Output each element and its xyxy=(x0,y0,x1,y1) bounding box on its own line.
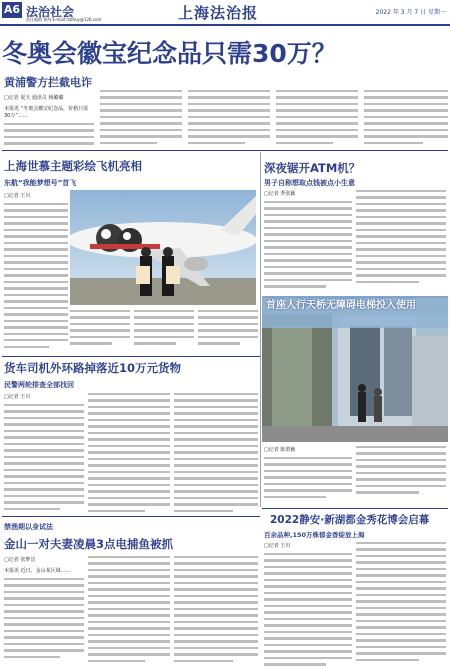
expo-title: 2022静安·新湖都金秀花博会启幕 xyxy=(270,514,430,526)
editor-info: 责任编辑 黄海 E-mail:fzbhuy@126.com xyxy=(26,17,102,22)
atm-column-1 xyxy=(264,190,352,290)
divider xyxy=(262,508,448,509)
airplane-photo xyxy=(70,190,256,305)
lead-column-2 xyxy=(100,90,182,146)
section-name: 法治社会 xyxy=(26,5,75,19)
plane-column-3 xyxy=(134,310,194,352)
truck-title: 货车司机外环路掉落近10万元货物 xyxy=(4,361,182,375)
truck-column-1 xyxy=(4,393,84,515)
truck-column-2 xyxy=(88,393,170,515)
masthead xyxy=(0,0,450,26)
divider xyxy=(2,516,260,517)
page-badge: A6 xyxy=(3,3,21,16)
atm-byline: □记者 季张颖 xyxy=(264,191,296,197)
expo-byline: □记者 王川 xyxy=(264,543,291,549)
lead-headline: 冬奥会徽宝纪念品只需30万？ xyxy=(2,39,337,68)
fish-kicker: 禁渔期以身试法 xyxy=(4,523,53,531)
fish-column-2 xyxy=(88,556,170,666)
fish-column-1 xyxy=(4,556,84,666)
fish-byline: □记者 张梦洁 xyxy=(4,557,36,563)
plane-title: 上海世慕主题彩绘飞机亮相 xyxy=(4,159,142,173)
elevator-photo xyxy=(262,296,448,442)
fish-paragraph-start: 本报讯 近日，金山某区域…… xyxy=(4,568,71,574)
divider xyxy=(2,356,260,357)
plane-column-4 xyxy=(198,310,258,352)
atm-title: 深夜锯开ATM机？ xyxy=(264,161,361,175)
plane-column-1 xyxy=(4,192,68,352)
fish-column-3 xyxy=(174,556,258,666)
lead-column-1 xyxy=(4,94,94,149)
dateline: 2022 年 3 月 7 日 星期一 xyxy=(375,9,446,16)
fish-title: 金山一对夫妻凌晨3点电捕鱼被抓 xyxy=(4,537,173,551)
plane-subtitle: 东航“我能梦想号”首飞 xyxy=(4,179,77,187)
lead-column-3 xyxy=(188,90,270,146)
elevator-byline: □记者 陈蕾颖 xyxy=(264,447,296,453)
elevator-column-2 xyxy=(356,446,446,504)
elevator-column-1 xyxy=(264,446,352,504)
lead-paragraph-start: 本报讯 “冬奥会徽宝纪念品，价格只需30万”…… xyxy=(4,106,89,119)
atm-subtitle: 男子自称想取点钱被点小生意 xyxy=(264,179,355,187)
paper-name: 上海法治报 xyxy=(178,4,259,22)
lead-column-4 xyxy=(276,90,358,146)
plane-column-2 xyxy=(70,310,130,352)
divider xyxy=(2,150,448,151)
atm-column-2 xyxy=(356,190,446,290)
column-divider xyxy=(260,152,261,507)
elevator-illustration xyxy=(262,296,448,442)
lead-byline: □记者 夏天 通讯员 杨璐璐 xyxy=(4,95,64,101)
lead-column-5 xyxy=(364,90,448,146)
truck-column-3 xyxy=(174,393,258,515)
expo-column-1 xyxy=(264,542,352,666)
expo-subtitle: 百余品种,150万株郁金香绽放上海 xyxy=(264,531,365,539)
lead-subhead: 黄浦警方拦截电诈 xyxy=(4,76,92,89)
truck-subtitle: 民警两轮排查全部找回 xyxy=(4,381,74,389)
expo-column-2 xyxy=(356,542,446,666)
elevator-photo-caption: 首座人行天桥无障碍电梯投入使用 xyxy=(262,298,448,314)
airplane-illustration xyxy=(70,190,256,305)
plane-byline: □记者 王川 xyxy=(4,193,31,199)
truck-byline: □记者 王川 xyxy=(4,394,31,400)
